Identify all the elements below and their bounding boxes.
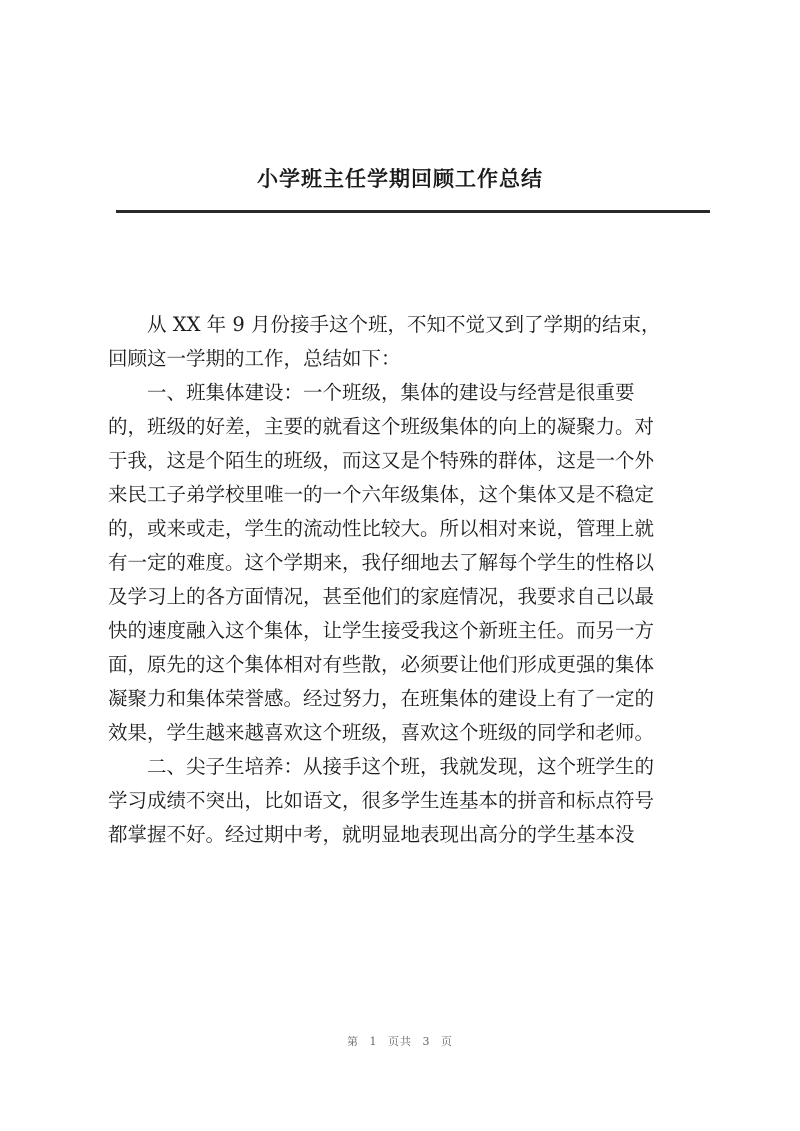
text-line: 从 XX 年 9 月份接手这个班，不知不觉又到了学期的结束， [147,313,661,336]
text-line: 的，班级的好差，主要的就看这个班级集体的向上的凝聚力。对 [108,415,655,438]
text-line: 于我，这是个陌生的班级，而这又是个特殊的群体，这是一个外 [108,449,655,472]
page-number-footer: 第 1 页共 3 页 [347,1035,453,1048]
text-line: 来民工子弟学校里唯一的一个六年级集体，这个集体又是不稳定 [108,483,655,506]
text-line: 效果，学生越来越喜欢这个班级，喜欢这个班级的同学和老师。 [108,721,655,744]
text-line: 学习成绩不突出，比如语文，很多学生连基本的拼音和标点符号 [108,789,655,812]
text-line: 及学习上的各方面情况，甚至他们的家庭情况，我要求自己以最 [108,585,655,608]
text-line: 都掌握不好。经过期中考，就明显地表现出高分的学生基本没 [108,823,635,846]
paragraph-1 [108,308,712,376]
document-title: 小学班主任学期回顾工作总结 [257,166,543,191]
text-line: 面，原先的这个集体相对有些散，必须要让他们形成更强的集体 [108,653,655,676]
text-line: 的，或来或走，学生的流动性比较大。所以相对来说，管理上就 [108,517,655,540]
text-line: 有一定的难度。这个学期来，我仔细地去了解每个学生的性格以 [108,551,655,574]
title-underline [116,210,710,213]
paragraph-3 [108,750,712,852]
document-body [108,308,712,852]
paragraph-2 [108,376,712,750]
text-line: 凝聚力和集体荣誉感。经过努力，在班集体的建设上有了一定的 [108,687,655,710]
text-line: 回顾这一学期的工作，总结如下： [108,347,401,370]
text-line: 一、班集体建设：一个班级，集体的建设与经营是很重要 [147,381,635,404]
text-line: 快的速度融入这个集体，让学生接受我这个新班主任。而另一方 [108,619,655,642]
text-line: 二、尖子生培养：从接手这个班，我就发现，这个班学生的 [147,755,655,778]
